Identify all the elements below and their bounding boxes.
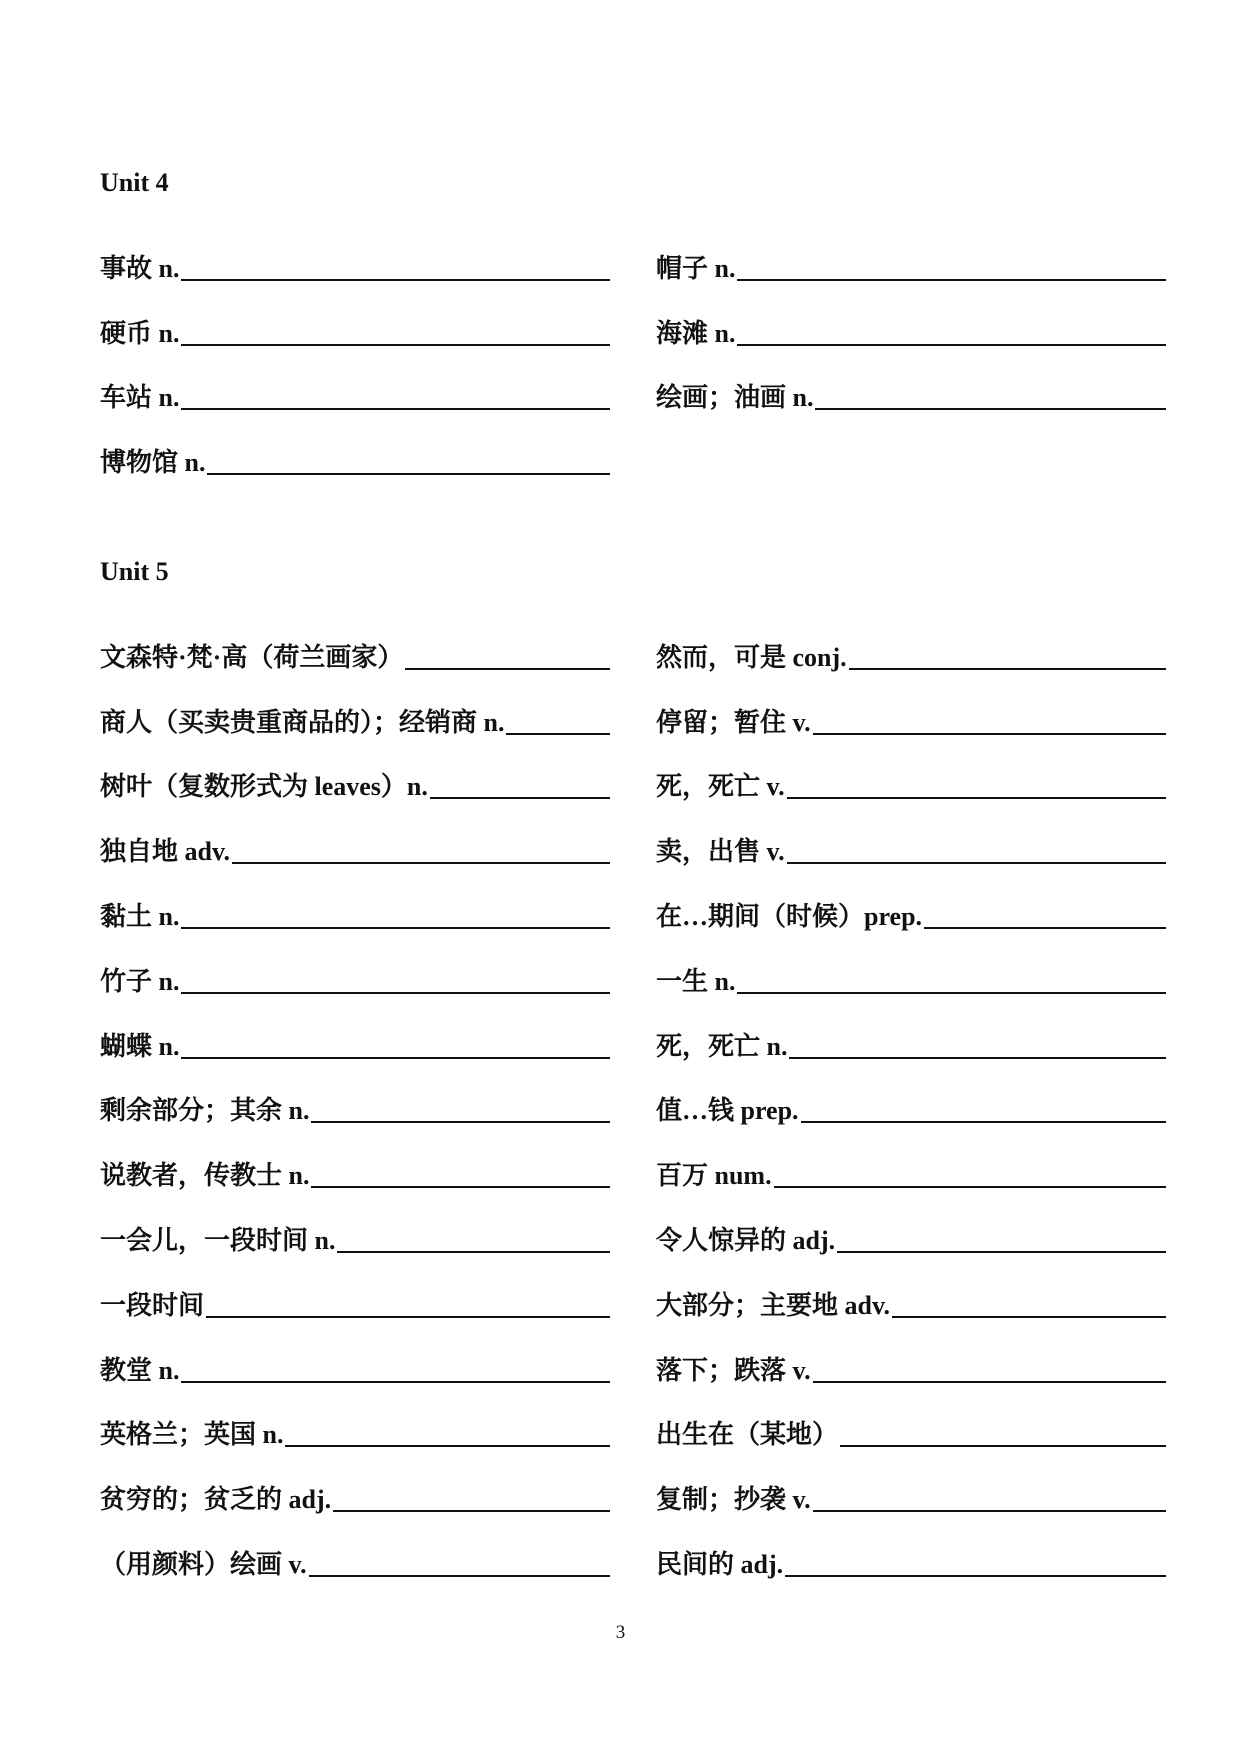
answer-blank[interactable] xyxy=(181,384,610,410)
vocab-item xyxy=(100,676,610,741)
vocab-item xyxy=(656,1259,1166,1324)
answer-blank[interactable] xyxy=(311,1097,610,1123)
vocab-item xyxy=(100,805,610,870)
answer-blank[interactable] xyxy=(785,1551,1166,1577)
vocab-item xyxy=(656,741,1166,806)
answer-blank[interactable] xyxy=(207,449,610,475)
vocab-item xyxy=(656,935,1166,1000)
vocab-item xyxy=(656,1324,1166,1389)
vocab-prompt: 硬币 n. xyxy=(100,318,180,348)
vocab-item xyxy=(100,870,610,935)
vocab-item xyxy=(100,1518,610,1583)
unit-4-vocab-grid xyxy=(100,222,1166,481)
answer-blank[interactable] xyxy=(285,1421,610,1447)
answer-blank[interactable] xyxy=(181,1033,610,1059)
vocab-item xyxy=(100,1065,610,1130)
vocab-prompt: 停留；暂住 v. xyxy=(656,707,811,737)
vocab-prompt: 海滩 n. xyxy=(656,318,736,348)
vocab-item xyxy=(100,935,610,1000)
vocab-item xyxy=(100,287,610,352)
vocab-prompt: 博物馆 n. xyxy=(100,448,206,478)
vocab-prompt: 文森特·梵·高（荷兰画家） xyxy=(100,642,404,672)
empty-cell xyxy=(656,416,1166,481)
vocab-item xyxy=(100,1000,610,1065)
vocab-item xyxy=(656,352,1166,417)
vocab-prompt: 竹子 n. xyxy=(100,966,180,996)
unit-5-title: Unit 5 xyxy=(100,557,169,586)
answer-blank[interactable] xyxy=(892,1292,1166,1318)
answer-blank[interactable] xyxy=(813,1357,1166,1383)
answer-blank[interactable] xyxy=(787,773,1166,799)
answer-blank[interactable] xyxy=(181,255,610,281)
answer-blank[interactable] xyxy=(837,1227,1166,1253)
vocab-item xyxy=(100,741,610,806)
vocab-prompt: 说教者，传教士 n. xyxy=(100,1161,310,1191)
vocab-prompt: 一生 n. xyxy=(656,966,736,996)
vocab-item xyxy=(656,1065,1166,1130)
answer-blank[interactable] xyxy=(801,1097,1166,1123)
answer-blank[interactable] xyxy=(181,320,610,346)
vocab-prompt: 车站 n. xyxy=(100,383,180,413)
vocab-prompt: 落下；跌落 v. xyxy=(656,1355,811,1385)
vocab-item xyxy=(656,611,1166,676)
answer-blank[interactable] xyxy=(232,838,610,864)
answer-blank[interactable] xyxy=(813,1486,1166,1512)
vocab-prompt: 百万 num. xyxy=(656,1161,772,1191)
vocab-item xyxy=(656,1129,1166,1194)
vocab-item xyxy=(656,870,1166,935)
answer-blank[interactable] xyxy=(737,320,1166,346)
answer-blank[interactable] xyxy=(813,709,1166,735)
page-number: 3 xyxy=(615,1622,626,1643)
vocab-item xyxy=(100,352,610,417)
vocab-prompt: 出生在（某地） xyxy=(656,1420,839,1450)
answer-blank[interactable] xyxy=(787,838,1166,864)
vocab-prompt: 值…钱 prep. xyxy=(656,1096,799,1126)
vocab-prompt: 然而，可是 conj. xyxy=(656,642,847,672)
vocab-prompt: 在…期间（时候）prep. xyxy=(656,901,923,931)
answer-blank[interactable] xyxy=(774,1162,1166,1188)
vocab-prompt: 死，死亡 n. xyxy=(656,1031,788,1061)
answer-blank[interactable] xyxy=(506,709,610,735)
vocab-item xyxy=(656,222,1166,287)
vocab-item xyxy=(100,416,610,481)
vocab-item xyxy=(100,1129,610,1194)
vocab-prompt: 令人惊异的 adj. xyxy=(656,1225,836,1255)
answer-blank[interactable] xyxy=(849,644,1166,670)
answer-blank[interactable] xyxy=(181,903,610,929)
vocab-item xyxy=(656,287,1166,352)
vocab-prompt: 商人（买卖贵重商品的）；经销商 n. xyxy=(100,707,505,737)
vocab-item xyxy=(656,676,1166,741)
answer-blank[interactable] xyxy=(924,903,1166,929)
answer-blank[interactable] xyxy=(337,1227,610,1253)
answer-blank[interactable] xyxy=(206,1292,610,1318)
vocab-prompt: 绘画；油画 n. xyxy=(656,383,814,413)
vocab-item xyxy=(656,1518,1166,1583)
vocab-prompt: 独自地 adv. xyxy=(100,837,231,867)
vocab-item xyxy=(100,1259,610,1324)
unit-4-title: Unit 4 xyxy=(100,168,169,197)
vocab-prompt: 一会儿，一段时间 n. xyxy=(100,1225,336,1255)
answer-blank[interactable] xyxy=(737,255,1166,281)
vocab-prompt: 教堂 n. xyxy=(100,1355,180,1385)
vocab-item xyxy=(100,1389,610,1454)
answer-blank[interactable] xyxy=(840,1421,1166,1447)
vocab-prompt: 民间的 adj. xyxy=(656,1549,784,1579)
answer-blank[interactable] xyxy=(309,1551,610,1577)
unit-5-vocab-grid xyxy=(100,611,1166,1583)
vocab-item xyxy=(656,1194,1166,1259)
vocab-prompt: 事故 n. xyxy=(100,253,180,283)
vocab-item xyxy=(656,1389,1166,1454)
answer-blank[interactable] xyxy=(789,1033,1166,1059)
vocab-prompt: 贫穷的；贫乏的 adj. xyxy=(100,1485,332,1515)
vocab-prompt: 大部分；主要地 adv. xyxy=(656,1290,891,1320)
vocab-item xyxy=(100,1324,610,1389)
vocab-prompt: 卖，出售 v. xyxy=(656,837,785,867)
answer-blank[interactable] xyxy=(405,644,610,670)
vocab-prompt: 英格兰；英国 n. xyxy=(100,1420,284,1450)
answer-blank[interactable] xyxy=(430,773,610,799)
vocab-prompt: 树叶（复数形式为 leaves）n. xyxy=(100,772,428,802)
vocab-item xyxy=(100,611,610,676)
answer-blank[interactable] xyxy=(311,1162,610,1188)
vocab-item xyxy=(100,1194,610,1259)
vocab-prompt: 复制；抄袭 v. xyxy=(656,1485,811,1515)
answer-blank[interactable] xyxy=(737,968,1166,994)
vocab-prompt: 剩余部分；其余 n. xyxy=(100,1096,310,1126)
vocab-item xyxy=(656,805,1166,870)
answer-blank[interactable] xyxy=(181,1357,610,1383)
answer-blank[interactable] xyxy=(333,1486,610,1512)
vocab-prompt: 帽子 n. xyxy=(656,253,736,283)
vocab-item xyxy=(656,1453,1166,1518)
vocab-prompt: 死，死亡 v. xyxy=(656,772,785,802)
answer-blank[interactable] xyxy=(815,384,1166,410)
answer-blank[interactable] xyxy=(181,968,610,994)
vocab-item xyxy=(656,1000,1166,1065)
vocab-prompt: 一段时间 xyxy=(100,1290,205,1320)
vocab-prompt: 黏土 n. xyxy=(100,901,180,931)
vocab-item xyxy=(100,1453,610,1518)
vocab-prompt: 蝴蝶 n. xyxy=(100,1031,180,1061)
vocab-prompt: （用颜料）绘画 v. xyxy=(100,1549,307,1579)
vocab-item xyxy=(100,222,610,287)
